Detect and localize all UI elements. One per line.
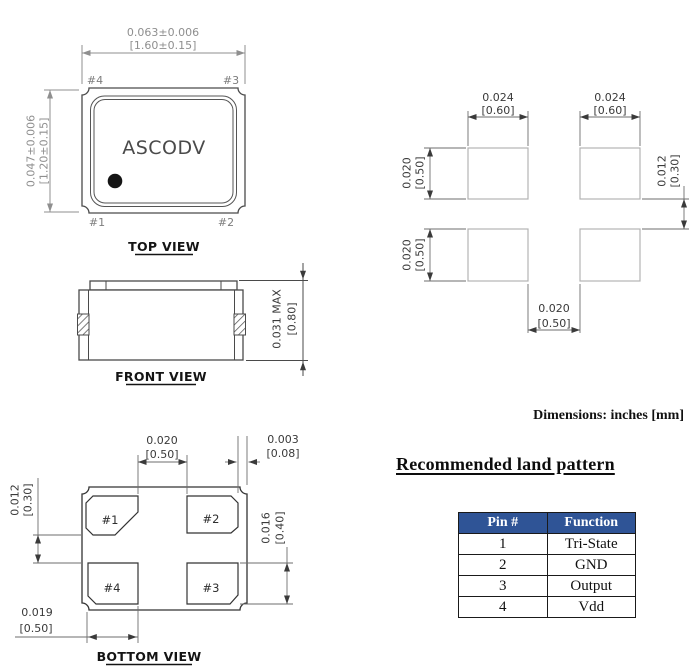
- pad-width-dim-in: 0.019: [21, 606, 53, 619]
- row-gap-dim-in: 0.012: [8, 484, 22, 516]
- land-pad-top-left: [468, 148, 528, 199]
- land-row-gap-mm: [0.30]: [668, 154, 682, 188]
- bottom-view-title: BOTTOM VIEW: [96, 649, 202, 664]
- pin-table-header-row: [459, 513, 636, 534]
- land-col-gap-mm: [0.50]: [537, 317, 571, 330]
- top-pin4-label: #4: [86, 74, 104, 87]
- land-pad-width-in-left: 0.024: [482, 91, 514, 104]
- top-pin2-label: #2: [217, 216, 235, 229]
- front-height-dim-mm: [0.80]: [285, 302, 299, 336]
- pin-function-cell: Vdd: [547, 597, 636, 618]
- top-height-dim-in: 0.047±0.006: [24, 114, 38, 188]
- part-marking: ASCODV: [122, 137, 206, 159]
- top-width-dim-in: 0.063±0.006: [126, 26, 200, 39]
- top-view-title: TOP VIEW: [128, 239, 200, 254]
- pad-height-extension-lines: [240, 547, 293, 604]
- land-pad-top-right: [580, 148, 640, 199]
- pin-function-table: [458, 512, 636, 618]
- row-gap-dim-mm: [0.30]: [21, 483, 35, 517]
- front-view-title: FRONT VIEW: [115, 369, 207, 384]
- land-col-gap-in: 0.020: [538, 302, 570, 315]
- package-outline-front: [79, 290, 243, 360]
- land-pad-height-in-bottom: 0.020: [400, 239, 414, 271]
- pad-height-dim-mm: [0.40]: [273, 511, 287, 545]
- row-gap-extension-lines: [33, 478, 81, 563]
- bottom-pad1-label: #1: [101, 513, 119, 527]
- pad-gap-dim-mm: [0.50]: [145, 448, 179, 461]
- land-pad-width-mm-left: [0.60]: [481, 104, 515, 117]
- front-height-dim-in: 0.031 MAX: [270, 289, 284, 349]
- pin1-indicator-dot: [108, 174, 123, 189]
- land-row-gap-in: 0.012: [655, 155, 669, 187]
- pin-table-header-pin: Pin #: [459, 513, 548, 534]
- land-pad-height-in-top: 0.020: [400, 157, 414, 189]
- dimensions-note: Dimensions: inches [mm]: [533, 408, 684, 423]
- top-pin3-label: #3: [222, 74, 240, 87]
- bottom-pad2-label: #2: [202, 512, 220, 526]
- lid-front: [90, 281, 237, 290]
- land-pad-width-mm-right: [0.60]: [593, 104, 627, 117]
- top-view-drawing: [25, 26, 246, 255]
- edge-gap-extension-lines: [238, 436, 247, 493]
- pin-function-cell: Output: [547, 576, 636, 597]
- pin-table-row-2: [459, 555, 636, 576]
- land-pad-bottom-left: [468, 229, 528, 281]
- land-pad-bottom-right: [580, 229, 640, 281]
- bottom-view-drawing: [9, 433, 300, 665]
- top-height-dim-mm: [1.20±0.15]: [37, 117, 51, 185]
- land-pad-height-mm-bottom: [0.50]: [413, 238, 427, 272]
- pad-gap-dim-in: 0.020: [146, 434, 178, 447]
- top-pin1-label: #1: [88, 216, 106, 229]
- land-pad-height-mm-top: [0.50]: [413, 156, 427, 190]
- pin-table-row-1: [459, 534, 636, 555]
- bottom-pad3-label: #3: [202, 581, 220, 595]
- pin-number-cell: 1: [459, 534, 548, 555]
- front-view-drawing: [78, 263, 309, 385]
- edge-gap-dim-mm: [0.08]: [266, 447, 300, 460]
- pin-function-cell: Tri-State: [547, 534, 636, 555]
- pad-width-dim-mm: [0.50]: [19, 622, 53, 635]
- edge-gap-dim-in: 0.003: [267, 433, 299, 446]
- pin-number-cell: 2: [459, 555, 548, 576]
- pin-number-cell: 4: [459, 597, 548, 618]
- land-row-gap-extension-lines: [642, 186, 689, 229]
- top-width-dim-mm: [1.60±0.15]: [129, 39, 197, 52]
- bottom-pad4-label: #4: [103, 581, 121, 595]
- pin-table-row-3: [459, 576, 636, 597]
- pin-function-cell: GND: [547, 555, 636, 576]
- pin-table-row-4: [459, 597, 636, 618]
- left-castellation-pad: [78, 314, 90, 335]
- pad-height-dim-in: 0.016: [259, 512, 273, 544]
- land-pattern-drawing: [401, 91, 690, 333]
- pin-number-cell: 3: [459, 576, 548, 597]
- land-pad-width-in-right: 0.024: [594, 91, 626, 104]
- pin-table-header-function: Function: [547, 513, 636, 534]
- right-castellation-pad: [234, 314, 246, 335]
- land-pattern-heading: Recommended land pattern: [396, 454, 615, 474]
